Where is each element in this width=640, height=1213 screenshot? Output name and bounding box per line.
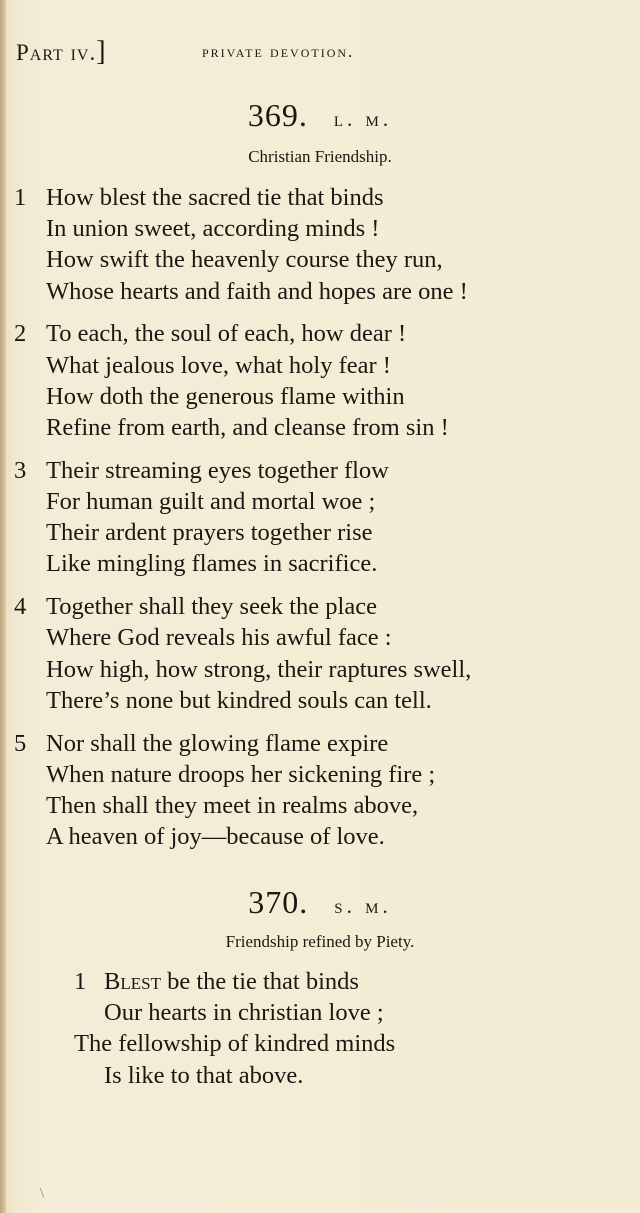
verse-line: How swift the heavenly course they run,	[46, 246, 443, 273]
verse-line: There’s none but kindred souls can tell.	[46, 687, 432, 714]
verse-line: Nor shall the glowing flame expire	[46, 730, 389, 757]
verse-line: Like mingling flames in sacrifice.	[46, 550, 378, 577]
verse-line: Refine from earth, and cleanse from sin !	[46, 414, 449, 441]
verse-number: 1	[74, 968, 87, 995]
section-title: private devotion.	[202, 42, 355, 61]
hymn-meter: l. m.	[333, 107, 393, 131]
verse-line: Together shall they seek the place	[46, 593, 377, 620]
page-edge	[0, 0, 6, 1213]
verse-line: A heaven of joy—because of love.	[46, 823, 385, 850]
hymn-title: Christian Friendship.	[248, 147, 392, 166]
verse-line: What jealous love, what holy fear !	[46, 352, 391, 379]
hymn-heading	[0, 884, 640, 921]
verse-number: 4	[14, 593, 27, 620]
verse-line: In union sweet, according minds !	[46, 215, 380, 242]
verse-line	[104, 970, 359, 995]
hymn-number: 370.	[248, 884, 309, 920]
verse-number: 3	[14, 457, 27, 484]
verse-line: When nature droops her sickening fire ;	[46, 761, 436, 788]
verse-line: The fellowship of kindred minds	[74, 1030, 396, 1057]
hymn-title: Friendship refined by Piety.	[225, 932, 415, 951]
hymn-number: 369.	[247, 97, 308, 133]
verse-line: Their streaming eyes together flow	[46, 457, 389, 484]
verse-line: How doth the generous flame within	[46, 383, 405, 410]
verse-line: Where God reveals his awful face :	[46, 624, 392, 651]
verse-line: Whose hearts and faith and hopes are one !	[46, 278, 468, 305]
verse-line: To each, the soul of each, how dear !	[46, 320, 407, 347]
running-head	[16, 36, 626, 72]
footer-mark: \	[40, 1186, 44, 1201]
part-bracket: ]	[96, 36, 107, 67]
hymn-meter: s. m.	[334, 894, 392, 918]
verse-line: Our hearts in christian love ;	[104, 999, 384, 1026]
verse-line: Is like to that above.	[104, 1062, 304, 1089]
verse-number: 1	[14, 184, 27, 211]
verse-line: Their ardent prayers together rise	[46, 519, 373, 546]
verse-line: How blest the sacred tie that binds	[46, 184, 384, 211]
verse-line: For human guilt and mortal woe ;	[46, 488, 376, 515]
verse-line-rest: be the tie that binds	[160, 968, 359, 995]
verse-line: How high, how strong, their raptures swell,	[46, 656, 472, 683]
hymn-heading	[0, 97, 640, 134]
part-label: Part iv.]	[16, 36, 107, 67]
verse-number: 5	[14, 730, 27, 757]
verse-line: Then shall they meet in realms above,	[46, 792, 419, 819]
drop-word: Blest	[104, 968, 161, 995]
verse-number: 2	[14, 320, 27, 347]
